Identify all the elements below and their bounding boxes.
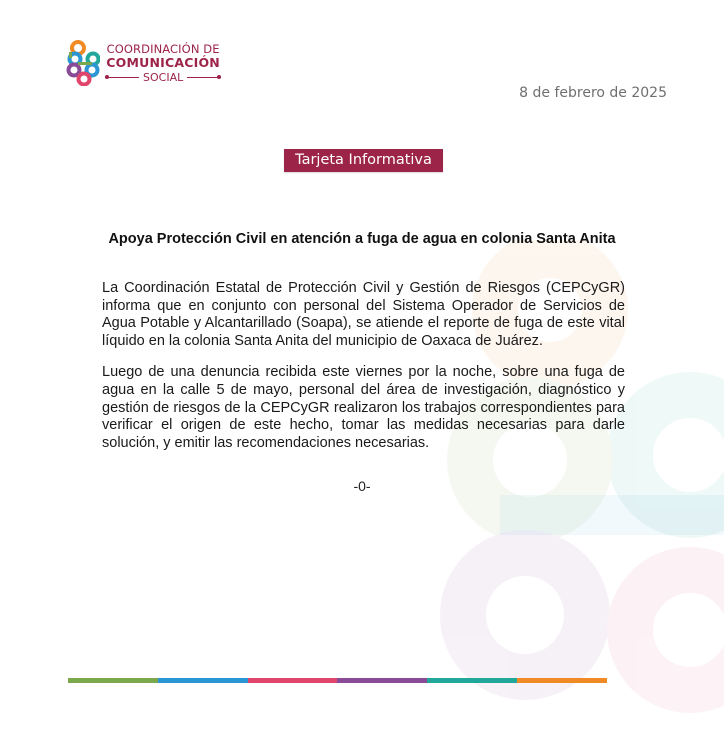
logo-rule-left [105,77,139,78]
coordinacion-comunicacion-social-logo [66,40,221,86]
logo-line-3-text: SOCIAL [143,70,184,84]
knot-logo-icon [66,40,100,86]
logo-text [105,41,221,84]
stripe-segment-purple [337,678,427,683]
document-type-badge: Tarjeta Informativa [284,149,443,172]
stripe-segment-teal [427,678,517,683]
footer-color-stripe [68,678,607,683]
stripe-segment-green [68,678,158,683]
document-date: 8 de febrero de 2025 [519,85,667,101]
article-paragraph: La Coordinación Estatal de Protección Civil y Gestión de Riesgos (CEPCyGR) informa que en conjunto con personal del Sistema Operador de Servicios de Agua Potable y Alcantarillado (Soapa), se atiende el reporte de fuga de este vital líquido en la colonia Santa Anita del municipio de Oaxaca de Juárez. [102,280,625,349]
article-paragraph: Luego de una denuncia recibida este viernes por la noche, sobre una fuga de agua en la calle 5 de mayo, personal del área de investigación, diagnóstico y gestión de riesgos de la CEPCyGR realizaron los trabajos correspondientes para verificar el origen de este hecho, tomar las medidas necesarias para darle solución, y emitir las recomendaciones necesarias. [102,364,625,451]
logo-line-2: COMUNICACIÓN [106,55,220,70]
logo-line-3 [105,72,221,83]
stripe-segment-orange [517,678,607,683]
stripe-segment-pink [248,678,338,683]
end-mark: -0- [353,478,371,494]
logo-rule-right [187,77,221,78]
article-body [102,280,625,466]
stripe-segment-blue [158,678,248,683]
logo-line-1: COORDINACIÓN DE [106,41,220,56]
article-headline: Apoya Protección Civil en atención a fuga de agua en colonia Santa Anita [108,231,616,247]
